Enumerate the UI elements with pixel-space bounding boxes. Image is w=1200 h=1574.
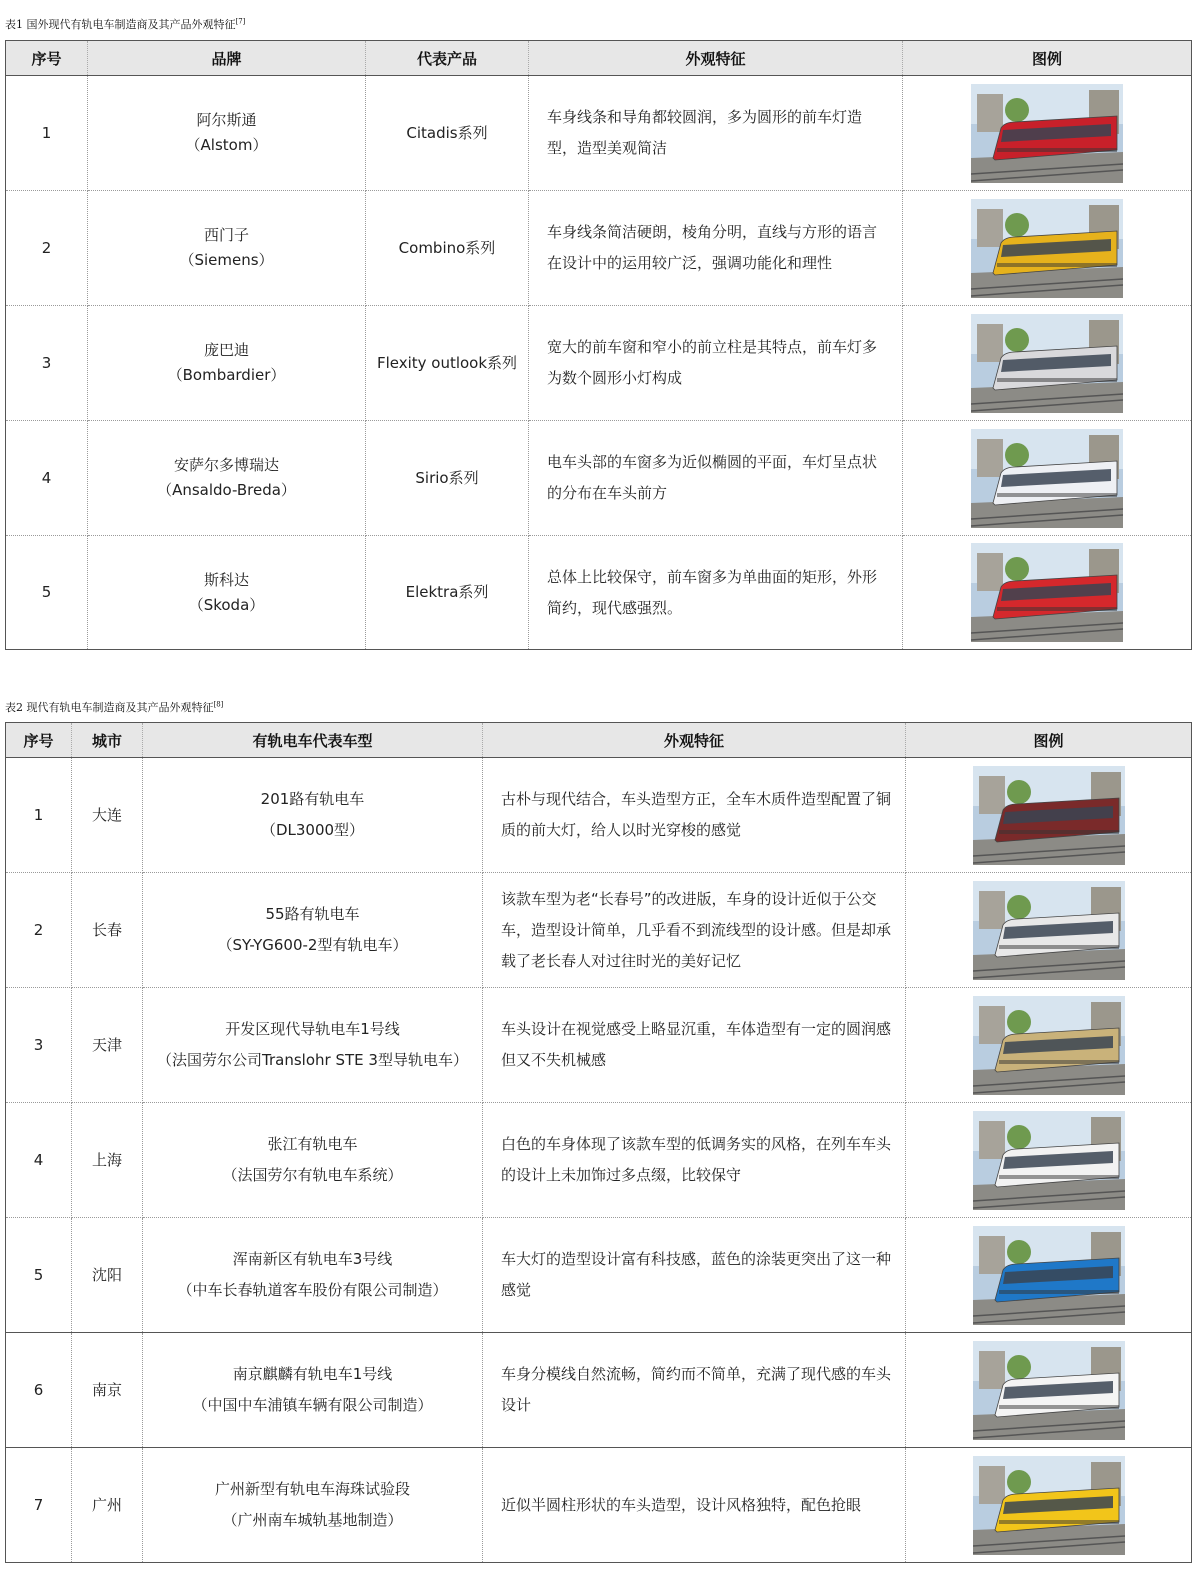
brand-name-en: （Alstom） [185, 136, 268, 154]
tram-photo [971, 314, 1123, 413]
feature-cell [529, 191, 903, 306]
feature-text: 总体上比较保守，前车窗多为单曲面的矩形，外形简约，现代感强烈。 [547, 567, 878, 617]
table-row [6, 873, 1192, 988]
header-no: 序号 [6, 41, 88, 76]
row-number [6, 988, 72, 1103]
row-number-text: 3 [41, 353, 52, 372]
tram-photo [971, 543, 1123, 642]
product-text: Combino系列 [398, 238, 496, 257]
model-detail: （法国劳尔有轨电车系统） [222, 1166, 403, 1184]
product-cell [366, 421, 529, 536]
row-number [6, 191, 88, 306]
product-cell [366, 536, 529, 650]
row-number [6, 1103, 72, 1218]
table-row [6, 1448, 1192, 1563]
tram-photo [971, 84, 1123, 183]
image-cell [903, 191, 1192, 306]
image-cell [903, 421, 1192, 536]
image-cell [906, 758, 1192, 873]
tram-photo [973, 766, 1125, 865]
product-cell [366, 76, 529, 191]
header-image: 图例 [906, 723, 1192, 758]
feature-cell [483, 1103, 906, 1218]
city-text: 上海 [91, 1150, 122, 1169]
table-row [6, 758, 1192, 873]
image-cell [903, 306, 1192, 421]
image-cell [906, 1448, 1192, 1563]
image-cell [906, 1103, 1192, 1218]
feature-cell [483, 1333, 906, 1448]
model-cell [143, 873, 483, 988]
header-feature: 外观特征 [483, 723, 906, 758]
city-text: 南京 [91, 1380, 122, 1399]
model-cell [143, 1333, 483, 1448]
model-name: 201路有轨电车 [260, 790, 365, 808]
brand-name-cn: 斯科达 [203, 570, 249, 589]
city-text: 沈阳 [91, 1265, 122, 1284]
row-number [6, 1333, 72, 1448]
model-cell [143, 988, 483, 1103]
model-detail: （法国劳尔公司Translohr STE 3型导轨电车） [157, 1051, 468, 1069]
table2-caption: 表2 现代有轨电车制造商及其产品外观特征[8] [5, 700, 224, 714]
city-cell [72, 1448, 143, 1563]
brand-cell [88, 306, 366, 421]
tram-photo [973, 881, 1125, 980]
row-number-text: 1 [33, 805, 44, 824]
row-number-text: 6 [33, 1380, 44, 1399]
feature-cell [483, 988, 906, 1103]
header-product: 代表产品 [366, 41, 529, 76]
feature-text: 车头设计在视觉感受上略显沉重，车体造型有一定的圆润感但又不失机械感 [501, 1020, 892, 1069]
feature-cell [529, 536, 903, 650]
table-row [6, 536, 1192, 650]
tram-photo [973, 1456, 1125, 1555]
city-cell [72, 873, 143, 988]
table1 [5, 40, 1192, 650]
table2 [5, 722, 1192, 1563]
feature-text: 古朴与现代结合，车头造型方正，全车木质件造型配置了铜质的前大灯，给人以时光穿梭的感觉 [501, 790, 892, 839]
row-number-text: 5 [41, 583, 52, 601]
product-text: Sirio系列 [415, 468, 479, 487]
feature-cell [529, 421, 903, 536]
product-text: Citadis系列 [406, 123, 488, 142]
table1-caption: 表1 国外现代有轨电车制造商及其产品外观特征[7] [5, 17, 246, 31]
model-name: 南京麒麟有轨电车1号线 [232, 1365, 393, 1383]
tram-photo [973, 1111, 1125, 1210]
image-cell [906, 988, 1192, 1103]
city-cell [72, 1103, 143, 1218]
feature-cell [529, 306, 903, 421]
feature-text: 车大灯的造型设计富有科技感，蓝色的涂装更突出了这一种感觉 [501, 1250, 892, 1299]
tram-photo [971, 429, 1123, 528]
feature-text: 该款车型为老“长春号”的改进版，车身的设计近似于公交车，造型设计简单，几乎看不到流线型的设计感。但是却承载了老长春人对过往时光的美好记忆 [501, 889, 892, 970]
row-number-text: 4 [33, 1150, 44, 1169]
row-number-text: 3 [33, 1035, 44, 1054]
brand-name-cn: 阿尔斯通 [196, 111, 257, 129]
feature-cell [483, 1448, 906, 1563]
header-brand: 品牌 [88, 41, 366, 76]
model-name: 张江有轨电车 [267, 1135, 358, 1153]
model-cell [143, 758, 483, 873]
model-detail: （中车长春轨道客车股份有限公司制造） [177, 1281, 448, 1299]
row-number-text: 4 [41, 468, 52, 487]
brand-cell [88, 421, 366, 536]
image-cell [906, 1333, 1192, 1448]
table-row [6, 306, 1192, 421]
row-number-text: 2 [41, 238, 52, 257]
model-cell [143, 1218, 483, 1333]
row-number [6, 76, 88, 191]
table-row [6, 421, 1192, 536]
brand-name-en: （Siemens） [179, 251, 274, 269]
model-detail: （SY-YG600-2型有轨电车） [217, 936, 408, 954]
row-number [6, 1218, 72, 1333]
feature-cell [529, 76, 903, 191]
feature-text: 车身分模线自然流畅，简约而不简单，充满了现代感的车头设计 [501, 1365, 892, 1414]
row-number-text: 1 [41, 123, 52, 142]
city-cell [72, 1218, 143, 1333]
row-number-text: 7 [33, 1495, 44, 1514]
product-text: Elektra系列 [405, 583, 489, 601]
brand-name-en: （Ansaldo-Breda） [157, 481, 296, 499]
image-cell [903, 76, 1192, 191]
brand-cell [88, 536, 366, 650]
row-number [6, 1448, 72, 1563]
table2-header-row [6, 723, 1192, 758]
feature-text: 车身线条和导角都较圆润，多为圆形的前车灯造型，造型美观简洁 [547, 108, 863, 157]
row-number [6, 758, 72, 873]
image-cell [906, 873, 1192, 988]
row-number-text: 2 [33, 920, 44, 939]
header-model: 有轨电车代表车型 [143, 723, 483, 758]
city-cell [72, 758, 143, 873]
product-cell [366, 306, 529, 421]
brand-name-en: （Bombardier） [167, 366, 286, 384]
tram-photo [973, 996, 1125, 1095]
tram-photo [973, 1226, 1125, 1325]
feature-cell [483, 873, 906, 988]
row-number-text: 5 [33, 1265, 44, 1284]
brand-cell [88, 76, 366, 191]
table-row [6, 988, 1192, 1103]
table-row [6, 191, 1192, 306]
feature-text: 近似半圆柱形状的车头造型，设计风格独特，配色抢眼 [501, 1495, 862, 1514]
row-number [6, 421, 88, 536]
table1-header-row [6, 41, 1192, 76]
model-cell [143, 1103, 483, 1218]
city-text: 天津 [91, 1035, 122, 1054]
row-number [6, 306, 88, 421]
model-detail: （DL3000型） [260, 821, 365, 839]
model-name: 浑南新区有轨电车3号线 [232, 1250, 393, 1268]
model-detail: （广州南车城轨基地制造） [222, 1511, 403, 1529]
city-cell [72, 1333, 143, 1448]
model-cell [143, 1448, 483, 1563]
brand-name-cn: 庞巴迪 [203, 341, 249, 359]
feature-text: 电车头部的车窗多为近似椭圆的平面，车灯呈点状的分布在车头前方 [547, 453, 878, 502]
brand-name-cn: 安萨尔多博瑞达 [173, 456, 279, 474]
header-feature: 外观特征 [529, 41, 903, 76]
row-number [6, 873, 72, 988]
table-row [6, 76, 1192, 191]
table-row [6, 1103, 1192, 1218]
image-cell [903, 536, 1192, 650]
feature-cell [483, 1218, 906, 1333]
model-name: 55路有轨电车 [265, 905, 360, 923]
table-row [6, 1333, 1192, 1448]
feature-cell [483, 758, 906, 873]
header-no: 序号 [6, 723, 72, 758]
row-number [6, 536, 88, 650]
city-text: 大连 [91, 805, 122, 824]
header-city: 城市 [72, 723, 143, 758]
tram-photo [971, 199, 1123, 298]
product-text: Flexity outlook系列 [376, 353, 518, 372]
tram-photo [973, 1341, 1125, 1440]
city-text: 广州 [91, 1495, 122, 1514]
image-cell [906, 1218, 1192, 1333]
feature-text: 车身线条简洁硬朗，棱角分明，直线与方形的语言在设计中的运用较广泛，强调功能化和理性 [547, 223, 878, 272]
model-name: 广州新型有轨电车海珠试验段 [214, 1480, 410, 1498]
brand-cell [88, 191, 366, 306]
city-text: 长春 [91, 920, 122, 939]
header-image: 图例 [903, 41, 1192, 76]
feature-text: 白色的车身体现了该款车型的低调务实的风格，在列车车头的设计上未加饰过多点缀，比较保守 [501, 1135, 892, 1184]
brand-name-cn: 西门子 [203, 226, 249, 244]
table-row [6, 1218, 1192, 1333]
brand-name-en: （Skoda） [188, 595, 265, 614]
product-cell [366, 191, 529, 306]
model-detail: （中国中车浦镇车辆有限公司制造） [192, 1396, 433, 1414]
city-cell [72, 988, 143, 1103]
feature-text: 宽大的前车窗和窄小的前立柱是其特点，前车灯多为数个圆形小灯构成 [547, 338, 878, 387]
model-name: 开发区现代导轨电车1号线 [225, 1020, 400, 1038]
